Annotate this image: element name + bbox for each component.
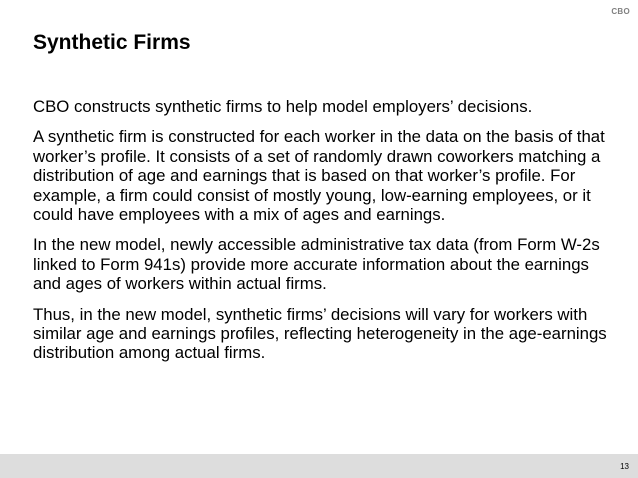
organization-label: CBO bbox=[611, 7, 630, 16]
slide-body bbox=[33, 97, 613, 374]
body-paragraph-2: A synthetic firm is constructed for each worker in the data on the basis of that worker’s profile. It consists of a set of randomly drawn coworkers matching a distribution of age and earnings that is based on that worker’s profile. For example, a firm could consist of mostly young, low-earning employees, or it could have employees with a mix of ages and earnings. bbox=[33, 127, 605, 225]
body-paragraph-4: Thus, in the new model, synthetic firms’ decisions will vary for workers with similar age and earnings profiles, reflecting heterogeneity in the age-earnings distribution among actual firms. bbox=[33, 304, 607, 363]
body-paragraph-3: In the new model, newly accessible administrative tax data (from Form W-2s linked to Form 941s) provide more accurate information about the earnings and ages of workers within actual firms. bbox=[33, 235, 600, 294]
slide-title: Synthetic Firms bbox=[33, 31, 191, 54]
body-paragraph-1: CBO constructs synthetic firms to help model employers’ decisions. bbox=[33, 97, 533, 116]
page-number: 13 bbox=[620, 462, 629, 471]
footer-band bbox=[0, 454, 638, 478]
